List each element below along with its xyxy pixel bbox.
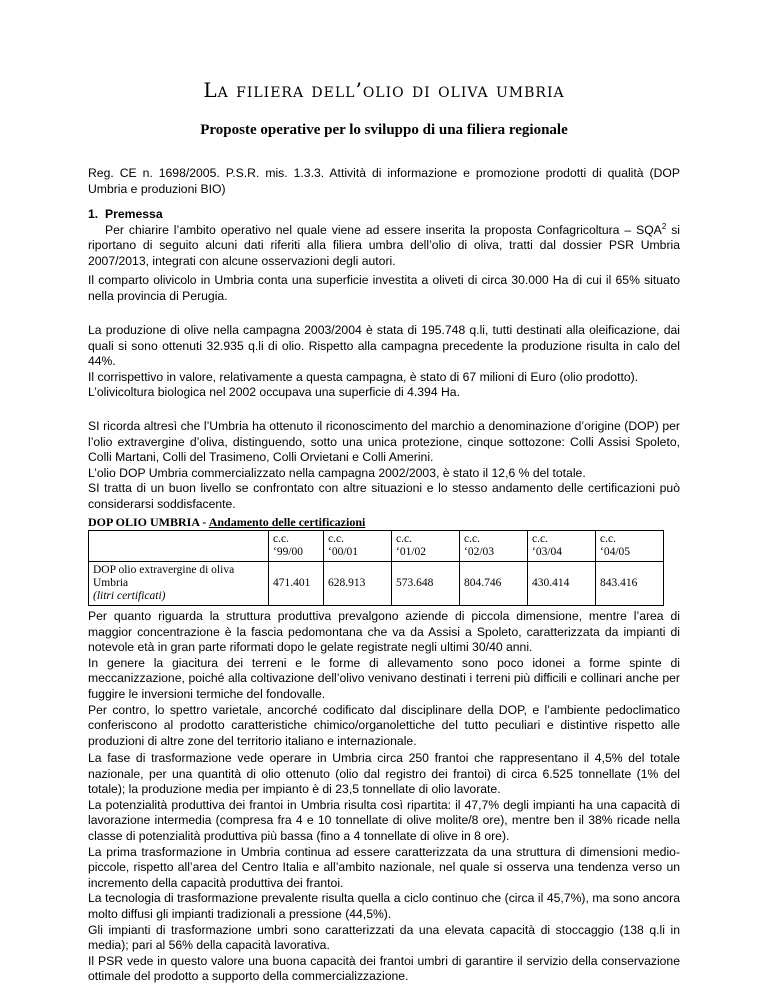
text-line: Il corrispettivo in valore, relativamente a questa campagna, è stato di 67 milioni di Euro (olio prodotto). [88, 369, 639, 384]
row-label-main: DOP olio extravergine di oliva Umbria [93, 564, 235, 589]
text-line: Per quanto riguarda la struttura produttiva prevalgono aziende di piccola dimensione, mentre l’area di maggior concentrazione è la fascia pedomontana che va da Assisi a Spoleto, caratterizzata da impianti di notevole età in gran parte riformati dopo le gelate registrate negli ultimi 30/40 anni. [88, 609, 680, 655]
header-prefix: c.c. [328, 533, 344, 545]
section-heading [88, 207, 680, 223]
superficie-paragraph: Il comparto olivicolo in Umbria conta una superficie investita a oliveti di circa 30.000 Ha di cui il 65% situato nella provincia di Perugia. [88, 273, 680, 303]
produzione-paragraph [88, 323, 680, 401]
header-prefix: c.c. [396, 533, 412, 545]
text-line: L’olio DOP Umbria commercializzato nella campagna 2002/2003, è stato il 12,6 % del totale. [88, 465, 586, 480]
header-prefix: c.c. [464, 533, 480, 545]
header-prefix: c.c. [600, 533, 616, 545]
footnote-ref: 2 [661, 221, 667, 231]
text-line: In genere la giacitura dei terreni e le forme di allevamento sono poco idonei a forme spinte di meccanizzazione, poiché alla coltivazione dell’olivo venivano destinati i terreni più difficili e collinari anche per fuggire le inversioni termiche del fondovalle. [88, 655, 680, 701]
text-line: Gli impianti di trasformazione umbri sono caratterizzati da una elevata capacità di stoccaggio (138 q.li in media); pari al 56% della capacità lavorativa. [88, 922, 680, 953]
section-number: 1. [88, 207, 99, 221]
table-cell: 471.401 [269, 562, 324, 606]
header-prefix: c.c. [532, 533, 548, 545]
text-line: Il PSR vede in questo valore una buona capacità dei frantoi umbri di garantire il servizio della conservazione ottimale del prodotto a supporto della commercializzazione. [88, 953, 680, 984]
section-premessa [88, 207, 680, 269]
header-season: ‘02/03 [464, 546, 495, 558]
table-header-row [89, 531, 664, 562]
table-title [88, 515, 365, 530]
header-season: ‘01/02 [396, 546, 427, 558]
table-header-cell [269, 531, 324, 562]
text-line: La prima trasformazione in Umbria continua ad essere caratterizzata da una struttura di dimensioni medio-piccole, rispetto all’area del Centro Italia e all’ambito nazionale, nel quale si osserva una tendenza verso un incremento della capacità produttiva dei frantoi. [88, 844, 680, 890]
table-header-empty [89, 531, 269, 562]
intro-paragraph: Reg. CE n. 1698/2005. P.S.R. mis. 1.3.3. Attività di informazione e promozione prodotti di qualità (DOP Umbria e produzioni BIO) [88, 166, 680, 196]
header-prefix: c.c. [273, 533, 289, 545]
header-season: ‘00/01 [328, 546, 359, 558]
text-line: SI ricorda altresì che l’Umbria ha ottenuto il riconoscimento del marchio a denominazione d’origine (DOP) per l’olio extravergine d’oliva, distinguendo, sotto una unica protezione, cinque sottozone: Colli Assisi Spoleto, Colli Martani, Colli del Trasimeno, Colli Orvietani e Colli Amerini. [88, 419, 680, 465]
table-header-cell [596, 531, 664, 562]
section-heading-text: Premessa [105, 207, 163, 221]
header-season: ‘99/00 [273, 546, 304, 558]
text-line: La tecnologia di trasformazione prevalente risulta quella a ciclo continuo che (circa il 45,7%), ma sono ancora molto diffusi gli impianti tradizionali a pressione (44,5%). [88, 891, 680, 921]
table-row-label [89, 562, 269, 606]
struttura-paragraph [88, 609, 680, 749]
header-season: ‘03/04 [532, 546, 563, 558]
premessa-text-a: Per chiarire l’ambito operativo nel quale viene ad essere inserita la proposta Confagricoltura – SQA [105, 222, 662, 237]
table-header-cell [392, 531, 460, 562]
dop-paragraph [88, 419, 680, 513]
table-header-cell [528, 531, 596, 562]
table-header-cell [460, 531, 528, 562]
row-label-unit: (litri certificati) [93, 590, 166, 602]
table-cell: 804.746 [460, 562, 528, 606]
text-line: La fase di trasformazione vede operare in Umbria circa 250 frantoi che rappresentano il 4,5% del totale nazionale, per una quantità di olio ottenuto (olio dal registro dei frantoi) di circa 6.525 tonnellate (1% del totale); la produzione media per impianto è di 23,5 tonnellate di olio lavorate. [88, 751, 680, 797]
document-subtitle: Proposte operative per lo sviluppo di una filiera regionale [200, 122, 568, 138]
certifications-table [88, 530, 664, 606]
premessa-text-b: si riportano di seguito alcuni dati riferiti alla filiera umbra dell’olio di oliva, tratti dal dossier PSR Umbria 2007/2013, integrati con alcune osservazioni degli autori. [88, 222, 680, 268]
text-line: SI tratta di un buon livello se confrontato con altre situazioni e lo stesso andamento delle certificazioni può considerarsi soddisfacente. [88, 481, 680, 511]
text-line: Per contro, lo spettro varietale, ancorché codificato dal disciplinare della DOP, e l’ambiente pedoclimatico conferiscono al prodotto caratteristiche chimico/organolettiche del tutto peculiari e distintive rispetto alle produzioni di altre zone del territorio italiano e internazionale. [88, 702, 680, 748]
table-cell: 430.414 [528, 562, 596, 606]
document-title: La filiera dell’olio di oliva umbria [203, 78, 565, 102]
table-cell: 573.648 [392, 562, 460, 606]
header-season: ‘04/05 [600, 546, 631, 558]
table-title-main: DOP OLIO UMBRIA - [88, 515, 209, 529]
table-cell: 628.913 [324, 562, 392, 606]
table-row [89, 562, 664, 606]
table-title-sub: Andamento delle certificazioni [208, 515, 366, 529]
text-line: La potenzialità produttiva dei frantoi in Umbria risulta così ripartita: il 47,7% degli impianti ha una capacità di lavorazione intermedia (compresa fra 4 e 10 tonnellate di olive molite/8 ore), mentre ben il 38% ricade nella classe di potenzialità produttiva più bassa (fino a 4 tonnellate di olive in 8 ore). [88, 797, 680, 843]
premessa-paragraph [88, 223, 680, 270]
table-header-cell [324, 531, 392, 562]
text-line: La produzione di olive nella campagna 2003/2004 è stata di 195.748 q.li, tutti destinati alla oleificazione, dai quali si sono ottenuti 32.935 q.li di olio. Rispetto alla campagna precedente la produzione risulta in calo del 44%. [88, 323, 680, 369]
trasformazione-paragraph [88, 751, 680, 985]
table-cell: 843.416 [596, 562, 664, 606]
text-line: L’olivicoltura biologica nel 2002 occupava una superficie di 4.394 Ha. [88, 385, 460, 400]
